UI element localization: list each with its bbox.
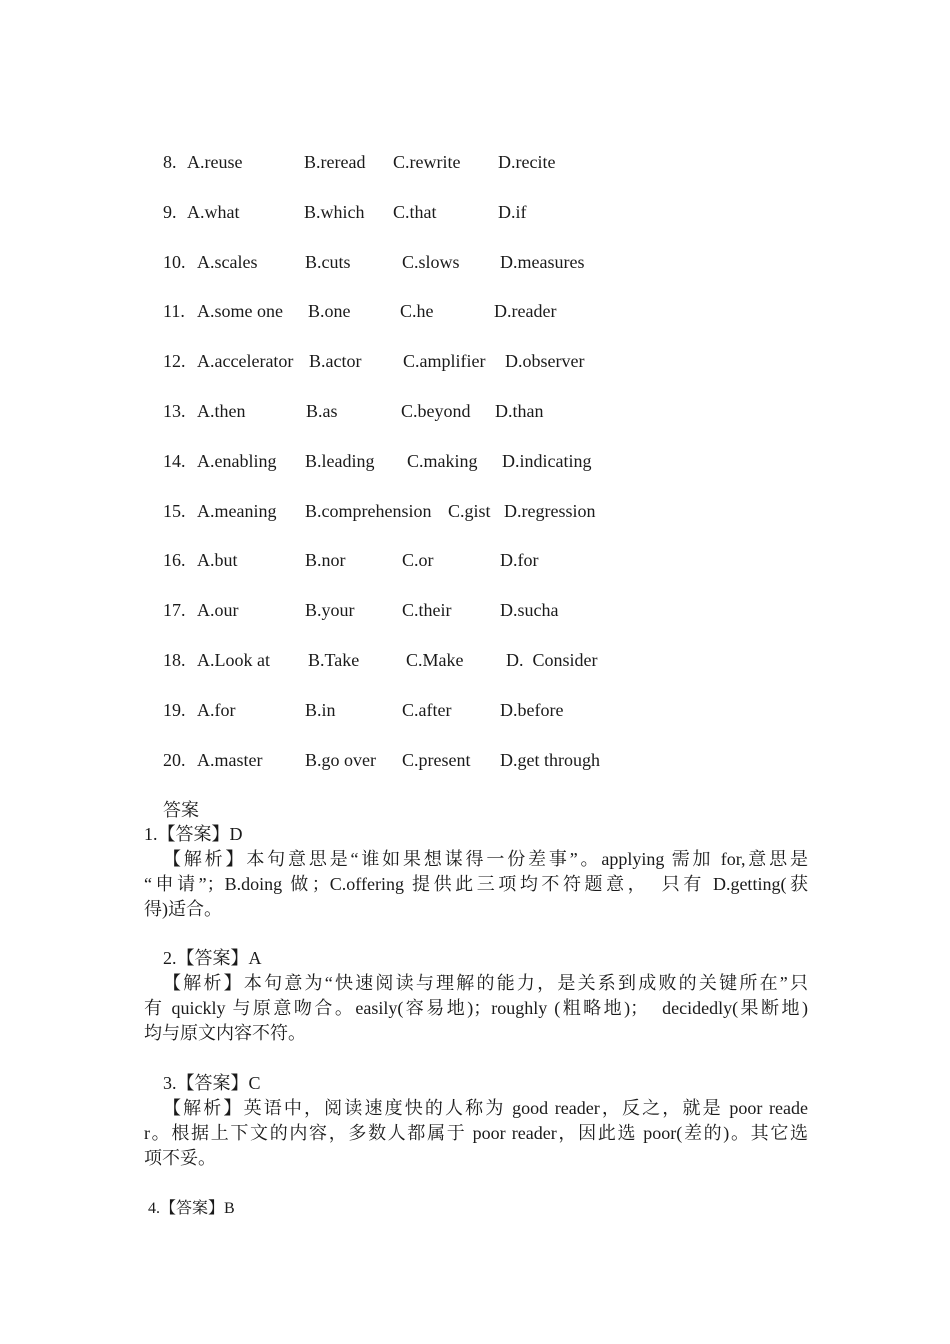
answer-label: 1.【答案】D [144,824,243,844]
question-number: 17. [163,600,186,621]
analysis-line: 得)适合。 [144,899,222,919]
option-b: B.which [304,201,365,222]
option-b: B.in [305,699,336,720]
question-number: 12. [163,351,186,372]
question-number: 10. [163,251,186,272]
option-a: A.but [197,550,238,571]
option-d: D.observer [505,351,585,372]
question-number: 14. [163,450,186,471]
option-b: B.comprehension [305,500,432,521]
option-a: A.scales [197,251,258,272]
option-a: A.reuse [187,152,243,172]
option-d: D.recite [498,152,556,172]
option-b: B.leading [305,450,375,471]
option-a: A.enabling [197,450,277,471]
option-a: A.some one [197,301,283,322]
question-number: 15. [163,500,186,521]
option-b: B.reread [304,152,366,172]
option-b: B.cuts [305,251,351,272]
option-c: C.beyond [401,401,471,421]
option-b: B.nor [305,550,346,571]
option-c: C.present [402,749,471,770]
question-number: 9. [163,201,177,222]
option-a: A.our [197,600,239,621]
answer-item-4 [148,1196,812,1221]
option-c: C.rewrite [393,152,461,172]
option-b: B.one [308,301,351,322]
option-b: B.your [305,600,355,621]
option-a: A.Look at [197,650,270,670]
option-c: C.amplifier [403,351,486,372]
answer-item-3 [144,1071,808,1171]
option-a: A.master [197,749,263,770]
option-c: C.or [402,550,434,571]
option-c: C.after [402,699,452,720]
question-number: 19. [163,699,186,720]
option-d: D.than [495,401,544,421]
analysis-line: 【解析】本句意为“快速阅读与理解的能力，是关系到成败的关键所在”只 [163,973,808,993]
question-number: 18. [163,650,186,670]
answer-label: 2.【答案】A [163,948,262,968]
option-c: C.that [393,201,437,222]
option-c: C.he [400,301,434,322]
option-b: B.go over [305,749,376,770]
option-c: C.Make [406,650,464,670]
option-c: C.gist [448,500,491,521]
option-d: D.for [500,550,539,571]
option-a: A.then [197,401,246,421]
option-a: A.for [197,699,236,720]
answer-label: 3.【答案】C [163,1073,261,1093]
question-number: 20. [163,749,186,770]
option-d: D.indicating [502,450,592,471]
option-d: D.get through [500,749,600,770]
question-number: 16. [163,550,186,571]
analysis-line: 项不妥。 [144,1148,216,1168]
analysis-line: 【解析】英语中，阅读速度快的人称为 good reader，反之，就是 poor reade [163,1098,808,1118]
answer-label: 4.【答案】B [148,1200,235,1217]
option-a: A.what [187,201,240,222]
option-d: D.before [500,699,564,720]
answers-heading: 答案 [163,800,199,820]
option-b: B.actor [309,351,362,372]
analysis-line: 【解析】本句意思是“谁如果想谋得一份差事”。applying 需加 for,意思是 [163,849,808,869]
analysis-line: “申请”；B.doing 做；C.offering 提供此三项均不符题意， 只有 D.getting(获 [144,874,808,894]
option-d: D.sucha [500,600,559,621]
option-a: A.meaning [197,500,277,521]
option-b: B.Take [308,650,360,670]
option-d: D.if [498,201,527,222]
answer-item-2 [144,946,808,1046]
analysis-line: 均与原文内容不符。 [144,1023,306,1043]
question-number: 11. [163,301,185,322]
option-d: D. Consider [506,650,598,670]
analysis-line: r。根据上下文的内容，多数人都属于 poor reader，因此选 poor(差的)。其它选 [144,1123,808,1143]
option-b: B.as [306,401,338,421]
question-number: 8. [163,152,177,172]
question-number: 13. [163,401,186,421]
option-d: D.measures [500,251,585,272]
option-c: C.slows [402,251,460,272]
answer-item-1 [144,822,808,922]
option-d: D.regression [504,500,596,521]
option-c: C.their [402,600,452,621]
option-d: D.reader [494,301,557,322]
option-c: C.making [407,450,478,471]
analysis-line: 有 quickly 与原意吻合。easily(容易地)；roughly (粗略地)； decidedly(果断地) [144,998,808,1018]
option-a: A.accelerator [197,351,294,372]
